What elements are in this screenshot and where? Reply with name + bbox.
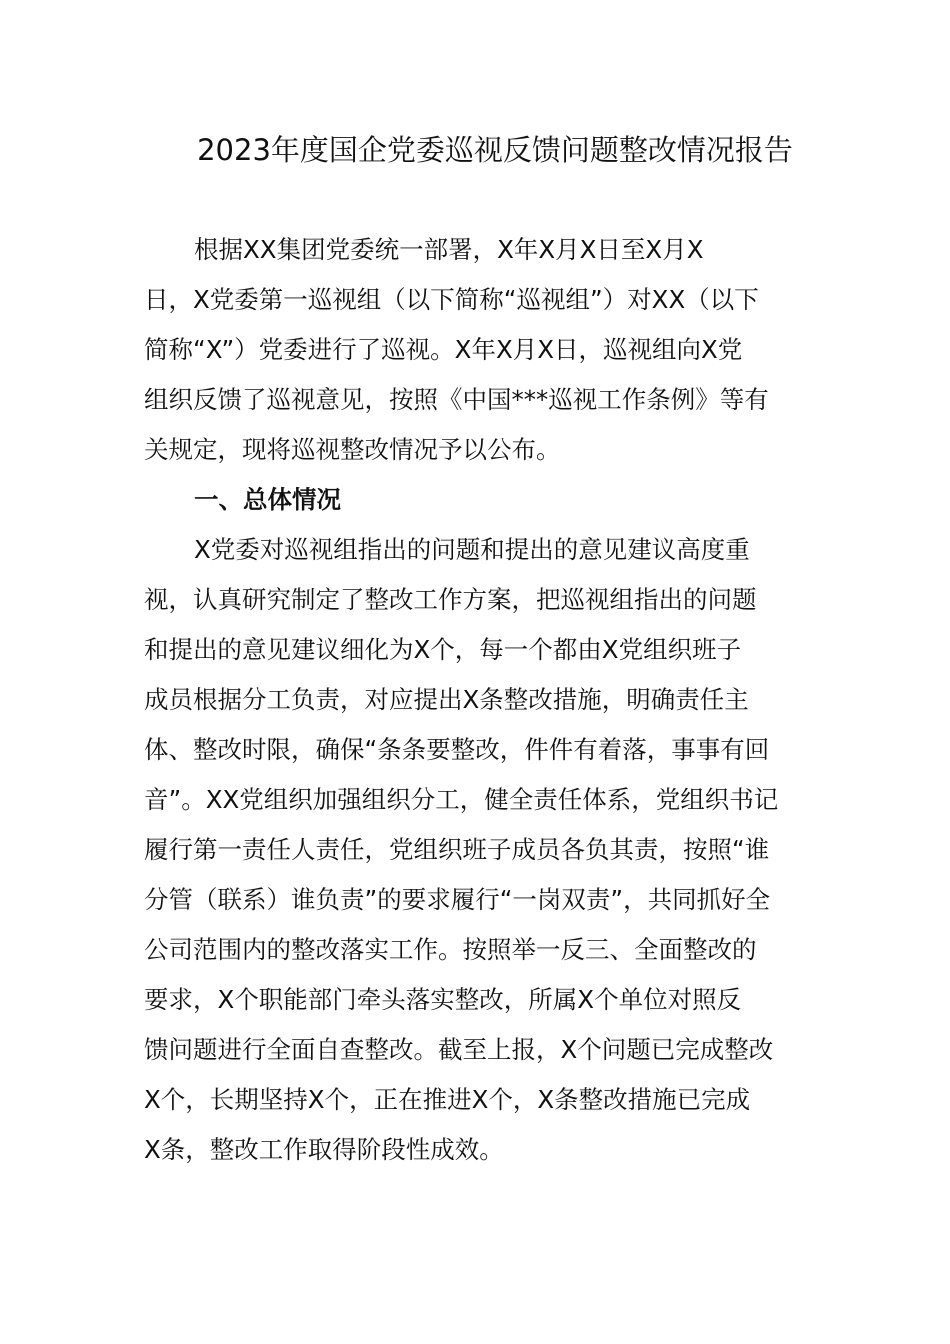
intro-paragraph [144,225,814,475]
paragraph-line: 馈问题进行全面自查整改。截至上报，X个问题已完成整改 [144,1035,774,1064]
paragraph-line: X条，整改工作取得阶段性成效。 [144,1135,504,1164]
paragraph-line: 关规定，现将巡视整改情况予以公布。 [144,435,561,464]
paragraph-line: 根据XX集团党委统一部署，X年X月X日至X月X [194,235,704,264]
paragraph-line: 分管（联系）谁负责”的要求履行“一岗双责”，共同抓好全 [144,885,771,914]
document-title: 2023年度国企党委巡视反馈问题整改情况报告 [197,133,793,167]
paragraph-line: 成员根据分工负责，对应提出X条整改措施，明确责任主 [144,685,749,714]
paragraph-line: X党委对巡视组指出的问题和提出的意见建议高度重 [194,535,750,564]
paragraph-line: 组织反馈了巡视意见，按照《中国***巡视工作条例》等有 [144,385,769,414]
section-heading-overview [144,475,814,525]
section-heading-text: 一、总体情况 [194,485,341,514]
paragraph-line: 音”。XX党组织加强组织分工，健全责任体系，党组织书记 [144,785,779,814]
paragraph-line: X个，长期坚持X个，正在推进X个，X条整改措施已完成 [144,1085,751,1114]
paragraph-line: 履行第一责任人责任，党组织班子成员各负其责，按照“谁 [144,835,770,864]
paragraph-line: 视，认真研究制定了整改工作方案，把巡视组指出的问题 [144,585,757,614]
paragraph-line: 要求，X个职能部门牵头落实整改，所属X个单位对照反 [144,985,742,1014]
paragraph-line: 和提出的意见建议细化为X个，每一个都由X党组织班子 [144,635,742,664]
paragraph-line: 简称“X”）党委进行了巡视。X年X月X日，巡视组向X党 [144,335,743,364]
paragraph-line: 公司范围内的整改落实工作。按照举一反三、全面整改的 [144,935,757,964]
overview-paragraph [144,525,814,1175]
paragraph-line: 日，X党委第一巡视组（以下简称“巡视组”）对XX（以下 [144,285,759,314]
paragraph-line: 体、整改时限，确保“条条要整改，件件有着落，事事有回 [144,735,770,764]
